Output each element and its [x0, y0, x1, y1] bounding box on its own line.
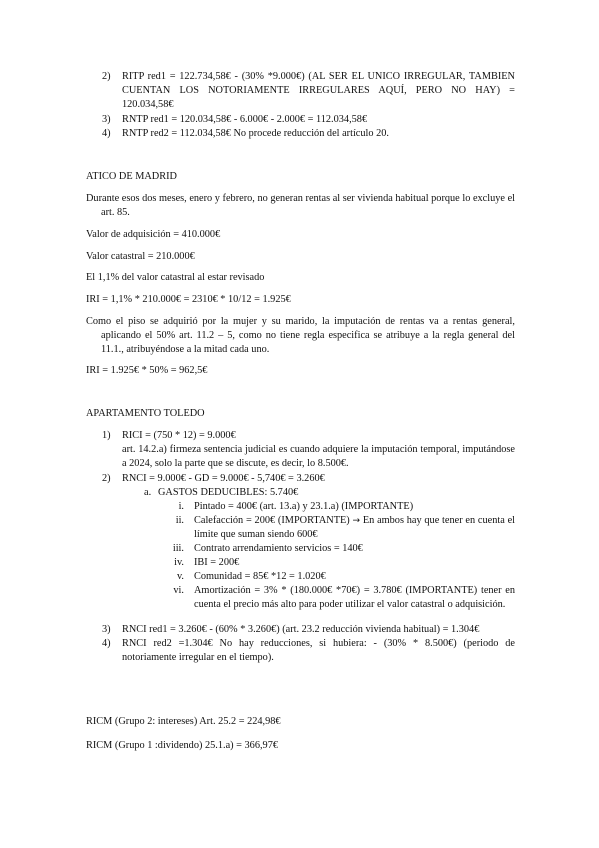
paragraph: RICM (Grupo 1 :dividendo) 25.1.a) = 366,97€: [86, 740, 278, 751]
roman-marker: vi.: [173, 585, 184, 596]
list-number: 2): [102, 71, 111, 82]
list-number: 4): [102, 128, 111, 139]
paragraph: RICM (Grupo 2: intereses) Art. 25.2 = 224,98€: [86, 716, 281, 727]
roman-text-part: Calefacción = 200€ (IMPORTANTE): [194, 515, 350, 526]
list-text: art. 14.2.a) firmeza sentencia judicial es cuando adquiere la imputación temporal, imputándose a 2024, solo la parte que se discute, es decir, lo 8.500€.: [122, 444, 515, 470]
arrow-right-icon: →: [352, 516, 361, 526]
roman-marker: iii.: [172, 543, 184, 554]
list-text: RITP red1 = 122.734,58€ - (30% *9.000€) (AL SER EL UNICO IRREGULAR, TAMBIEN CUENTAN LOS NOTORIAMENTE IRREGULARES AQUÍ, PERO NO HAY) = 120.034,58€: [122, 71, 515, 111]
section-heading-atico: ATICO DE MADRID: [86, 171, 177, 182]
roman-text: Contrato arrendamiento servicios = 140€: [194, 543, 363, 554]
paragraph: Valor de adquisición = 410.000€: [86, 229, 221, 240]
list-text: RNTP red2 = 112.034,58€ No procede reducción del artículo 20.: [122, 128, 389, 139]
paragraph: El 1,1% del valor catastral al estar revisado: [86, 272, 265, 283]
list-text: RNCI red1 = 3.260€ - (60% * 3.260€) (art. 23.2 reducción vivienda habitual) = 1.304€: [122, 624, 480, 635]
roman-text-part: En ambos hay que tener en cuenta el límite que suman siendo 600€: [194, 515, 516, 541]
list-text: RNTP red1 = 120.034,58€ - 6.000€ - 2.000€ = 112.034,58€: [122, 114, 368, 125]
roman-marker: ii.: [175, 515, 184, 526]
list-number: 3): [102, 114, 111, 125]
list-text: RNCI red2 =1.304€ No hay reducciones, si hubiera: - (30% * 8.500€) (periodo de notoriamente irregular en el tiempo).: [122, 638, 515, 664]
paragraph: IRI = 1,1% * 210.000€ = 2310€ * 10/12 = 1.925€: [86, 294, 291, 305]
roman-text: [194, 514, 515, 542]
roman-text: Amortización = 3% * (180.000€ *70€) = 3.780€ (IMPORTANTE) tener en cuenta el precio más alto para poder utilizar el valor catastral o adquisición.: [194, 585, 515, 611]
roman-marker: i.: [178, 501, 184, 512]
list-text: RNCI = 9.000€ - GD = 9.000€ - 5,740€ = 3.260€: [122, 473, 325, 484]
roman-text: Comunidad = 85€ *12 = 1.020€: [194, 571, 326, 582]
paragraph: IRI = 1.925€ * 50% = 962,5€: [86, 365, 208, 376]
list-number: 3): [102, 624, 111, 635]
list-number: 1): [102, 430, 111, 441]
paragraph: Durante esos dos meses, enero y febrero, no generan rentas al ser vivienda habitual porque lo excluye el art. 85.: [86, 193, 515, 219]
roman-text: Pintado = 400€ (art. 13.a) y 23.1.a) (IMPORTANTE): [194, 501, 414, 512]
list-number: 4): [102, 638, 111, 649]
roman-marker: iv.: [174, 557, 184, 568]
list-number: 2): [102, 473, 111, 484]
paragraph: Como el piso se adquirió por la mujer y su marido, la imputación de rentas va a rentas general, aplicando el 50% art. 11.2 – 5, como no tiene regla especifica se atribuye a la regla general del 11.1., atribuyéndose a la mitad cada uno.: [86, 316, 515, 356]
sublist-text: GASTOS DEDUCIBLES: 5.740€: [158, 487, 299, 498]
sublist-letter: a.: [144, 487, 152, 498]
paragraph: Valor catastral = 210.000€: [86, 251, 195, 262]
list-text: RICI = (750 * 12) = 9.000€: [122, 430, 236, 441]
section-heading-toledo: APARTAMENTO TOLEDO: [86, 408, 205, 419]
roman-marker: v.: [176, 571, 184, 582]
roman-text: IBI = 200€: [194, 557, 240, 568]
